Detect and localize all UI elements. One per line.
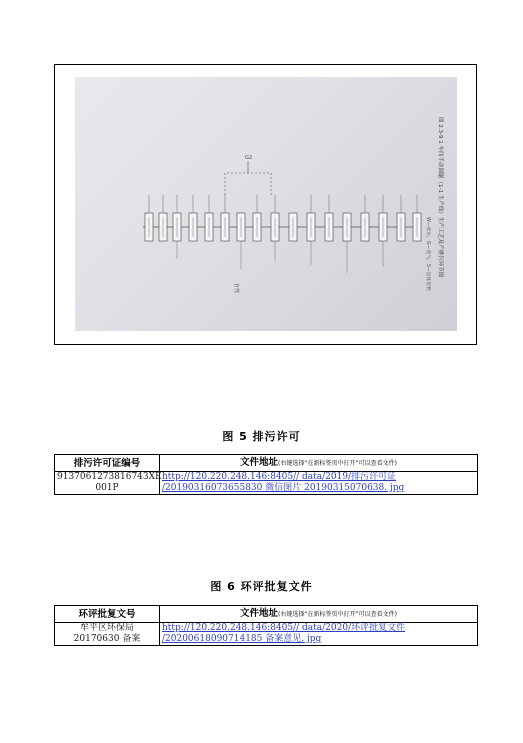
file-address-header: 文件地址(右键选择“在新标签页中打开”可以查看文件)	[160, 606, 478, 623]
eia-approval-table	[54, 605, 478, 646]
figure-5-frame	[54, 64, 477, 345]
file-address-header: 文件地址(右键选择“在新标签页中打开”可以查看文件)	[160, 455, 478, 472]
approval-file-link[interactable]: http://120.220.248.146:8405// data/2020/环评批复文件 /20200618090714185 备案意见. jpg	[162, 623, 406, 644]
header-hint: (右键选择“在新标签页中打开”可以查看文件)	[278, 460, 397, 467]
figure-6-caption: 图 6 环评批复文件	[210, 580, 313, 593]
photo-title: 图 2.3-9 1 车间手动圆锯（1-1 生产线）生产工艺及产排污环节图	[437, 117, 443, 278]
table-row	[55, 623, 478, 646]
process-flow-diagram	[75, 77, 457, 331]
figure-5-caption: 图 5 排污许可	[222, 430, 301, 443]
dashed-node-label: G2	[245, 155, 253, 161]
permit-table	[54, 454, 478, 495]
photo-legend: W—废水，G—废气，S—固体废物	[425, 217, 430, 291]
approval-number-cell: 牟平区环保局 20170630 备案	[55, 623, 160, 646]
permit-number-cell: 9137061273816743XE 001P	[55, 472, 160, 495]
permit-number-header: 排污许可证编号	[55, 455, 160, 472]
table-row	[55, 472, 478, 495]
left-note-label: 自然	[233, 283, 239, 294]
permit-file-link[interactable]: http://120.220.248.146:8405// data/2019/排污许可证 /20190316073655830 微信图片 20190315070638. jpg	[162, 472, 405, 493]
process-flow-photo	[75, 77, 457, 331]
file-address-cell	[160, 623, 478, 646]
file-address-cell	[160, 472, 478, 495]
table-header-row	[55, 455, 478, 472]
table-header-row	[55, 606, 478, 623]
header-hint: (右键选择“在新标签页中打开”可以查看文件)	[278, 611, 397, 618]
approval-number-header: 环评批复文号	[55, 606, 160, 623]
